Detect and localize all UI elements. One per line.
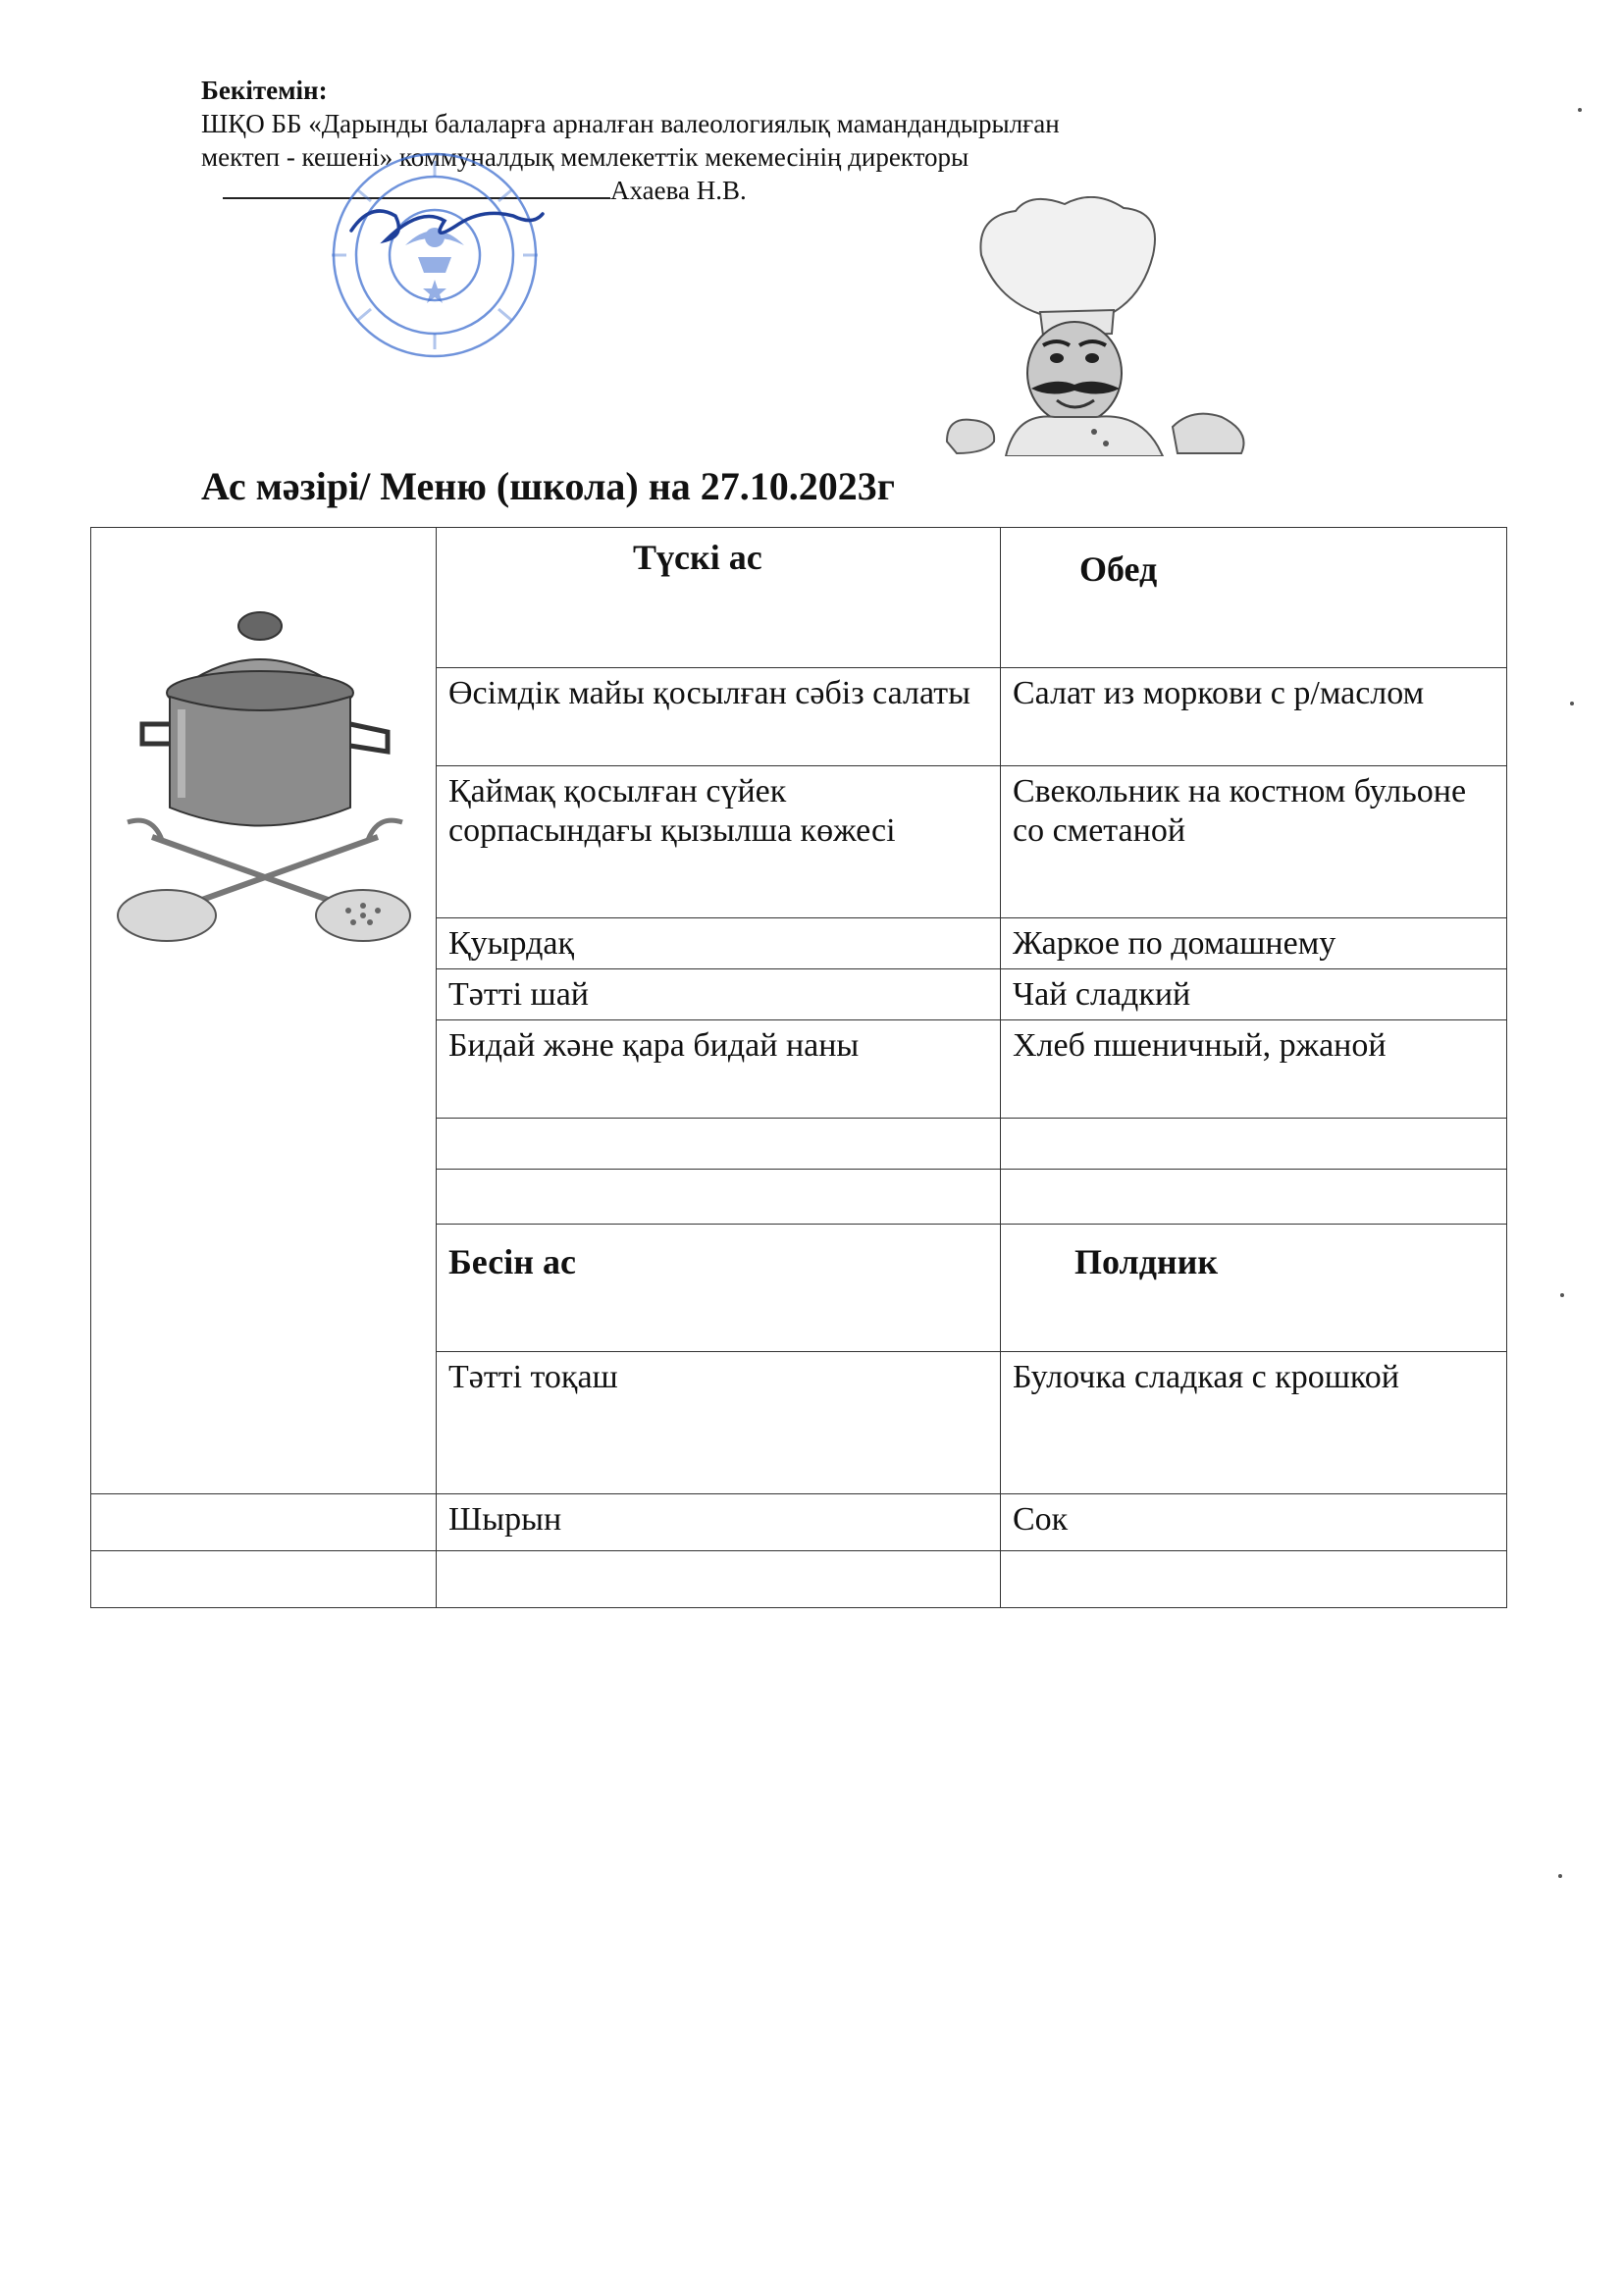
menu-item-ru: Булочка сладкая с крошкой	[1001, 1352, 1507, 1494]
menu-item-kz	[437, 1170, 1001, 1225]
lunch-header-kz: Түскі ас	[437, 528, 1001, 668]
menu-item-kz: Шырын	[437, 1494, 1001, 1551]
scan-speck	[1558, 1874, 1562, 1878]
picture-column-frame	[90, 527, 437, 1507]
menu-item-ru	[1001, 1119, 1507, 1170]
approval-line-2: мектеп - кешені» коммуналдық мемлекеттік мекемесінің директоры	[201, 142, 969, 172]
snack-header-ru: Полдник	[1001, 1225, 1507, 1352]
snack-header-kz: Бесін ас	[437, 1225, 1001, 1352]
menu-item-kz: Қуырдақ	[437, 918, 1001, 969]
scan-speck	[1560, 1293, 1564, 1297]
menu-item-kz	[437, 1119, 1001, 1170]
director-name: Ахаева Н.В.	[610, 176, 747, 205]
approval-line-1: ШҚО ББ «Дарынды балаларға арналған валеологиялық мамандандырылған	[201, 109, 1060, 138]
menu-item-ru	[1001, 1170, 1507, 1225]
chef-icon	[927, 196, 1261, 456]
menu-item-ru: Хлеб пшеничный, ржаной	[1001, 1020, 1507, 1119]
page-title: Ас мәзірі/ Меню (школа) на 27.10.2023г	[201, 464, 895, 508]
menu-item-ru: Салат из моркови с р/маслом	[1001, 668, 1507, 766]
table-row	[91, 1551, 1507, 1608]
approval-heading: Бекітемін:	[201, 76, 328, 105]
lunch-header-ru: Обед	[1001, 528, 1507, 668]
menu-item-kz: Өсімдік майы қосылған сәбіз салаты	[437, 668, 1001, 766]
menu-item-kz: Бидай және қара бидай наны	[437, 1020, 1001, 1119]
scan-speck	[1578, 108, 1582, 112]
official-stamp	[312, 147, 557, 363]
menu-item-ru: Свекольник на костном бульоне со сметаной	[1001, 766, 1507, 918]
menu-item-ru: Сок	[1001, 1494, 1507, 1551]
menu-item-ru: Жаркое по домашнему	[1001, 918, 1507, 969]
menu-item-kz: Тәтті тоқаш	[437, 1352, 1001, 1494]
menu-item-ru	[1001, 1551, 1507, 1608]
menu-item-ru: Чай сладкий	[1001, 969, 1507, 1020]
scan-speck	[1570, 702, 1574, 705]
blank-cell	[91, 1551, 437, 1608]
menu-item-kz: Қаймақ қосылған сүйек сорпасындағы қызылша көжесі	[437, 766, 1001, 918]
menu-item-kz	[437, 1551, 1001, 1608]
menu-item-kz: Тәтті шай	[437, 969, 1001, 1020]
